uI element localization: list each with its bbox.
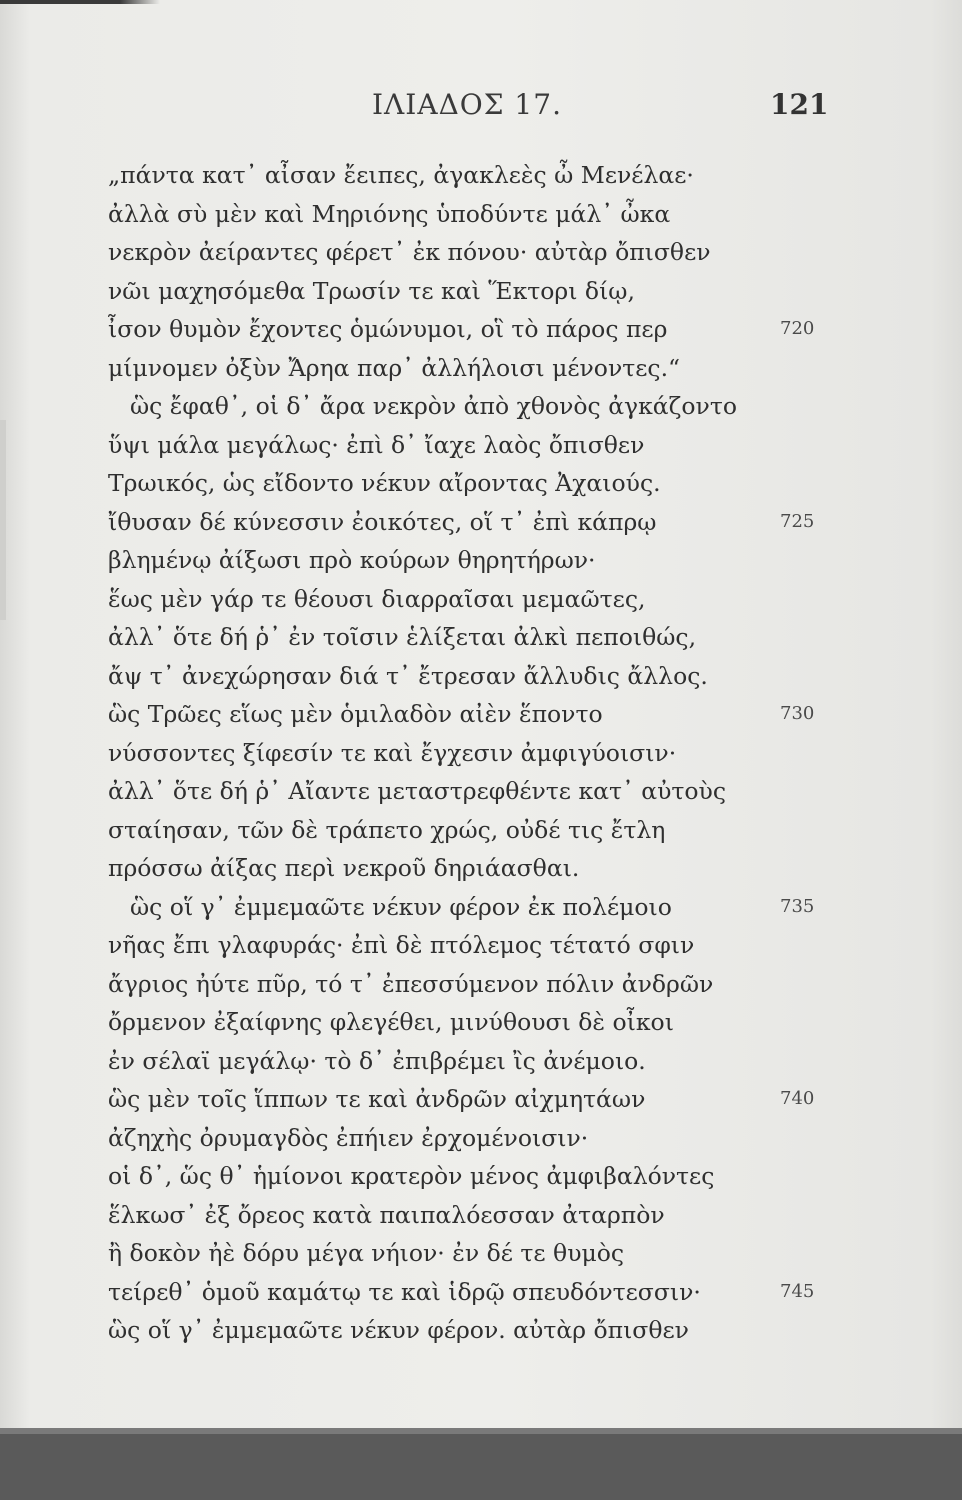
verse-line <box>108 349 848 388</box>
verse-line <box>108 926 848 965</box>
verse-text: ἄψ τ᾽ ἀνεχώρησαν διά τ᾽ ἔτρεσαν ἄλλυδις ἄλλος. <box>108 661 708 690</box>
verse-text: ὣς Τρῶες εἵως μὲν ὁμιλαδὸν αἰὲν ἕποντο <box>108 700 603 728</box>
verse-text: ἀλλ᾽ ὅτε δή ῥ᾽ Αἴαντε μεταστρεφθέντε κατ᾽ αὐτοὺς <box>108 777 726 805</box>
verse-line <box>108 965 848 1004</box>
verse-line <box>108 426 848 465</box>
page-number: 121 <box>770 88 829 121</box>
page-edge-shadow <box>0 420 6 620</box>
verse-line <box>108 1157 848 1196</box>
line-number: 720 <box>780 318 815 339</box>
verse-line <box>108 464 848 503</box>
verse-text: ἀλλὰ σὺ μὲν καὶ Μηριόνης ὑποδύντε μάλ᾽ ὦκα <box>108 199 671 228</box>
line-number: 725 <box>780 510 815 532</box>
verse-line <box>108 1311 848 1350</box>
verse-text: νῆας ἔπι γλαφυράς· ἐπὶ δὲ πτόλεμος τέτατό σφιν <box>108 931 695 959</box>
running-title: ΙΛΙΑΔΟΣ 17. <box>372 88 562 121</box>
verse-line <box>108 888 848 927</box>
verse-line <box>108 849 848 888</box>
verse-text: ἀλλ᾽ ὅτε δή ῥ᾽ ἐν τοῖσιν ἑλίξεται ἀλκὶ πεποιθώς, <box>108 623 697 651</box>
scan-bottom-band <box>0 1428 962 1500</box>
verse-text: ἶσον θυμὸν ἔχοντες ὁμώνυμοι, οἳ τὸ πάρος περ <box>108 315 668 343</box>
verse-text: οἱ δ᾽, ὥς θ᾽ ἡμίονοι κρατερὸν μένος ἀμφιβαλόντες <box>108 1162 715 1190</box>
verse-text: ὣς οἵ γ᾽ ἐμμεμαῶτε νέκυν φέρον ἐκ πολέμοιο <box>130 892 672 921</box>
verse-text: πρόσσω ἀίξας περὶ νεκροῦ δηριάασθαι. <box>108 854 580 882</box>
scan-top-edge <box>0 0 962 4</box>
verse-line <box>108 195 848 234</box>
verse-line <box>108 541 848 580</box>
verse-text: ὣς ἔφαθ᾽, οἱ δ᾽ ἄρα νεκρὸν ἀπὸ χθονὸς ἀγκάζοντο <box>130 392 737 420</box>
verse-text: ὕψι μάλα μεγάλως· ἐπὶ δ᾽ ἴαχε λαὸς ὄπισθεν <box>108 430 645 459</box>
verse-line <box>108 618 848 657</box>
verse-line <box>108 310 848 349</box>
verse-text: ἕως μὲν γάρ τε θέουσι διαρραῖσαι μεμαῶτες, <box>108 584 646 613</box>
verse-text: βλημένῳ ἀίξωσι πρὸ κούρων θηρητήρων· <box>108 546 596 574</box>
line-number: 745 <box>780 1280 815 1302</box>
line-number: 740 <box>780 1088 815 1109</box>
verse-line <box>108 1196 848 1235</box>
verse-line <box>108 272 848 311</box>
verse-line <box>108 580 848 619</box>
verse-line <box>108 657 848 696</box>
verse-line <box>108 695 848 734</box>
verse-line <box>108 1042 848 1081</box>
line-number: 735 <box>780 895 815 917</box>
verse-line <box>108 811 848 850</box>
verse-text: „πάντα κατ᾽ αἶσαν ἔειπες, ἀγακλεὲς ὦ Μενέλαε· <box>108 161 694 189</box>
verse-line <box>108 1003 848 1042</box>
verse-text: τείρεθ᾽ ὁμοῦ καμάτῳ τε καὶ ἱδρῷ σπευδόντεσσιν· <box>108 1277 701 1306</box>
verse-line <box>108 1080 848 1119</box>
verse-text: ἕλκωσ᾽ ἐξ ὄρεος κατὰ παιπαλόεσσαν ἀταρπὸν <box>108 1200 665 1229</box>
verse-line <box>108 734 848 773</box>
verse-line <box>108 156 848 195</box>
verse-text: ἀζηχὴς ὀρυμαγδὸς ἐπήιεν ἐρχομένοισιν· <box>108 1123 589 1152</box>
verse-text: ἄγριος ἠύτε πῦρ, τό τ᾽ ἐπεσσύμενον πόλιν ἀνδρῶν <box>108 969 714 998</box>
verse-text: ἐν σέλαϊ μεγάλῳ· τὸ δ᾽ ἐπιβρέμει ἲς ἀνέμοιο. <box>108 1046 646 1075</box>
verse-text: νύσσοντες ξίφεσίν τε καὶ ἔγχεσιν ἀμφιγύοισιν· <box>108 738 677 767</box>
verse-text: σταίησαν, τῶν δὲ τράπετο χρώς, οὐδέ τις ἔτλη <box>108 815 666 844</box>
verse-text: νεκρὸν ἀείραντες φέρετ᾽ ἐκ πόνου· αὐτὰρ ὄπισθεν <box>108 238 711 266</box>
verse-text: ὣς μὲν τοῖς ἵππων τε καὶ ἀνδρῶν αἰχμητάων <box>108 1085 646 1113</box>
verse-line <box>108 772 848 811</box>
verse-line <box>108 1119 848 1158</box>
verse-text: ὣς οἵ γ᾽ ἐμμεμαῶτε νέκυν φέρον. αὐτὰρ ὄπισθεν <box>108 1316 689 1344</box>
verse-line <box>108 1273 848 1312</box>
verse-line <box>108 387 848 426</box>
verse-line <box>108 503 848 542</box>
verse-text: μίμνομεν ὀξὺν Ἄρηα παρ᾽ ἀλλήλοισι μένοντες.“ <box>108 353 681 382</box>
page-header <box>0 88 962 128</box>
verse-text: Τρωικός, ὡς εἴδοντο νέκυν αἴροντας Ἀχαιούς. <box>108 469 661 497</box>
verse-text: ἢ δοκὸν ἠὲ δόρυ μέγα νήιον· ἐν δέ τε θυμὸς <box>108 1239 625 1267</box>
line-number: 730 <box>780 703 815 724</box>
verse-line <box>108 1234 848 1273</box>
verse-text: ὄρμενον ἐξαίφνης φλεγέθει, μινύθουσι δὲ οἶκοι <box>108 1008 674 1036</box>
verse-text: ἴθυσαν δέ κύνεσσιν ἐοικότες, οἵ τ᾽ ἐπὶ κάπρῳ <box>108 507 657 536</box>
verse-line <box>108 233 848 272</box>
verse-block <box>108 156 848 1350</box>
scan-bottom-strip <box>0 1428 962 1434</box>
verse-text: νῶι μαχησόμεθα Τρωσίν τε καὶ Ἕκτορι δίῳ, <box>108 276 635 305</box>
